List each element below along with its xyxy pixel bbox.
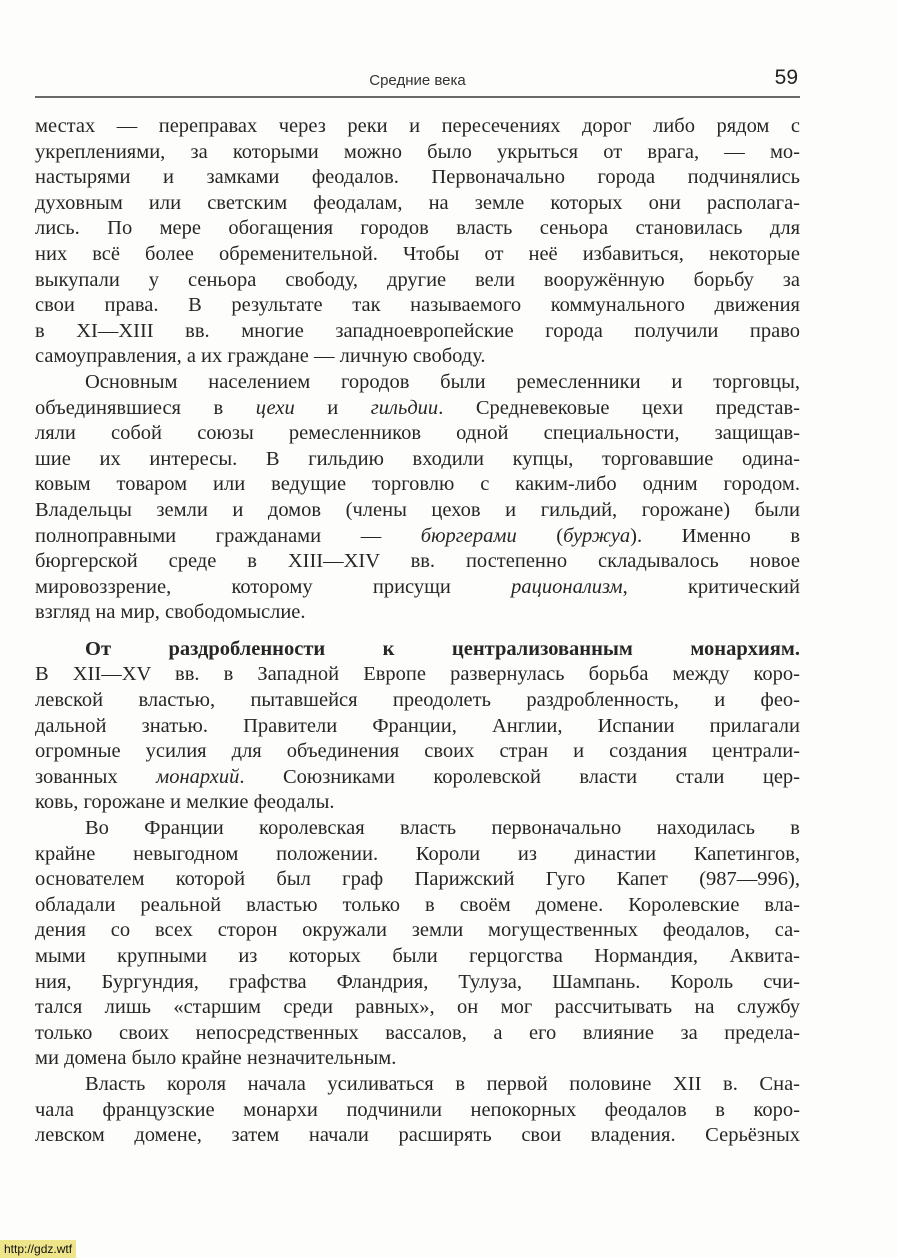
paragraph <box>35 370 800 626</box>
text-line <box>35 944 800 970</box>
paragraph <box>35 816 800 1072</box>
text-line <box>35 114 800 140</box>
text-line <box>35 1123 800 1149</box>
text-run: обладали реальной властью только в своём домене. Королевские вла- <box>35 893 800 916</box>
italic-term: монархий <box>156 765 240 788</box>
running-header <box>35 66 800 98</box>
text-run: чала французские монархи подчинили непокорных феодалов в коро- <box>35 1098 800 1121</box>
text-run: огромные усилия для объединения своих стран и создания централи- <box>35 740 800 763</box>
text-run: Основным населением городов были ремесленники и торговцы, <box>85 370 800 393</box>
text-line <box>35 447 800 473</box>
text-run: Во Франции королевская власть первоначально находилась в <box>85 817 800 840</box>
italic-term: гильдии <box>370 396 439 419</box>
text-run: свои права. В результате так называемого коммунального движения <box>35 294 800 317</box>
text-run: дальной знатью. Правители Франции, Англии, Испании прилагали <box>35 714 800 737</box>
text-line <box>35 191 800 217</box>
paragraph <box>35 114 800 370</box>
italic-term: бюргерами <box>420 524 517 547</box>
text-run: крайне невыгодном положении. Короли из династии Капетингов, <box>35 842 800 865</box>
text-run: взгляд на мир, свободомыслие. <box>35 601 306 624</box>
text-line <box>35 1098 800 1124</box>
text-run: тался лишь «старшим среди равных», он мог рассчитывать на службу <box>35 996 800 1019</box>
text-line <box>35 140 800 166</box>
section-heading: От раздробленности к централизованным монархиям. <box>85 637 800 660</box>
text-line <box>35 1021 800 1047</box>
text-run: левском домене, затем начали расширять свои владения. Серьёзных <box>35 1124 800 1147</box>
text-line <box>35 293 800 319</box>
text-run: мыми крупными из которых были герцогства Нормандия, Аквита- <box>35 945 800 967</box>
body-text <box>35 114 800 1149</box>
paragraph <box>35 637 800 816</box>
text-run: укреплениями, за которыми можно было укрыться от врага, — мо- <box>35 140 800 163</box>
text-line <box>35 867 800 893</box>
text-line <box>35 842 800 868</box>
text-line <box>35 600 800 626</box>
text-run: В XII—XV вв. в Западной Европе развернулась борьба между коро- <box>35 663 800 686</box>
text-run: , критический <box>622 575 801 598</box>
text-run: мировоззрение, которому присущи <box>35 575 512 598</box>
text-run: основателем которой был граф Парижский Гуго Капет (987—996), <box>35 868 800 891</box>
text-run: лись. По мере обогащения городов власть сеньора становилась для <box>35 217 800 240</box>
text-run: левской властью, пытавшейся преодолеть раздробленность, и фео- <box>35 689 800 712</box>
text-run: Владельцы земли и домов (члены цехов и гильдий, горожане) были <box>35 498 800 521</box>
text-run: бюргерской среде в XIII—XIV вв. постепенно складывалось новое <box>35 550 800 573</box>
text-line <box>35 637 800 663</box>
text-line <box>35 714 800 740</box>
text-run: ми домена было крайне незначительным. <box>35 1047 397 1070</box>
text-run: ). Именно в <box>630 524 800 547</box>
text-run: . Союзниками королевской власти стали цер- <box>239 765 800 788</box>
text-line <box>35 268 800 294</box>
text-line <box>35 498 800 524</box>
text-line <box>35 549 800 575</box>
text-line <box>35 688 800 714</box>
text-line <box>35 344 800 370</box>
text-line <box>35 893 800 919</box>
text-line <box>35 1046 800 1072</box>
text-run: ковым товаром или ведущие торговлю с каким-либо одним городом. <box>35 473 800 496</box>
text-line <box>35 575 800 601</box>
text-run: полноправными гражданами — <box>35 524 421 547</box>
italic-term: буржуа <box>563 524 631 547</box>
text-run: шие их интересы. В гильдию входили купцы, торговавшие одина- <box>35 447 800 470</box>
text-run: ляли собой союзы ремесленников одной специальности, защищав- <box>35 422 800 445</box>
chapter-title: Средние века <box>369 72 466 89</box>
text-line <box>35 970 800 996</box>
text-run: выкупали у сеньора свободу, другие вели вооружённую борьбу за <box>35 268 800 291</box>
text-run: и <box>294 396 371 419</box>
text-line <box>35 816 800 842</box>
text-line <box>35 739 800 765</box>
text-line <box>35 765 800 791</box>
text-run: местах — переправах через реки и пересечениях дорог либо рядом с <box>35 115 800 137</box>
text-run: Власть короля начала усиливаться в первой половине XII в. Сна- <box>85 1072 800 1095</box>
text-line <box>35 1072 800 1098</box>
text-line <box>35 242 800 268</box>
text-run: зованных <box>35 765 157 788</box>
text-line <box>35 421 800 447</box>
text-run: самоуправления, а их граждане — личную свободу. <box>35 345 486 368</box>
text-run: только своих непосредственных вассалов, а его влияние за предела- <box>35 1021 800 1044</box>
text-run: них всё более обременительной. Чтобы от неё избавиться, некоторые <box>35 242 800 265</box>
text-run: духовным или светским феодалам, на земле которых они располага- <box>35 191 800 214</box>
text-run: объединявшиеся в <box>35 396 256 419</box>
text-line <box>35 995 800 1021</box>
text-line <box>35 216 800 242</box>
text-run: в XI—XIII вв. многие западноевропейские города получили право <box>35 319 800 342</box>
text-line <box>35 370 800 396</box>
text-line <box>35 396 800 422</box>
text-line <box>35 918 800 944</box>
italic-term: цехи <box>255 396 295 419</box>
italic-term: рационализм <box>511 575 623 598</box>
text-run: . Средневековые цехи представ- <box>438 396 801 419</box>
page-number: 59 <box>774 66 798 89</box>
text-line <box>35 524 800 550</box>
text-run: ковь, горожане и мелкие феодалы. <box>35 791 335 814</box>
text-line <box>35 790 800 816</box>
text-line <box>35 662 800 688</box>
text-run: ( <box>516 524 564 547</box>
text-line <box>35 319 800 345</box>
text-run: ния, Бургундия, графства Фландрия, Тулуза, Шампань. Король счи- <box>35 970 800 993</box>
text-line <box>35 165 800 191</box>
text-run: настырями и замками феодалов. Первоначально города подчинялись <box>35 166 800 189</box>
text-run: дения со всех сторон окружали земли могущественных феодалов, са- <box>35 919 800 942</box>
watermark-link[interactable]: http://gdz.wtf <box>0 1240 76 1258</box>
paragraph <box>35 1072 800 1149</box>
text-line <box>35 472 800 498</box>
